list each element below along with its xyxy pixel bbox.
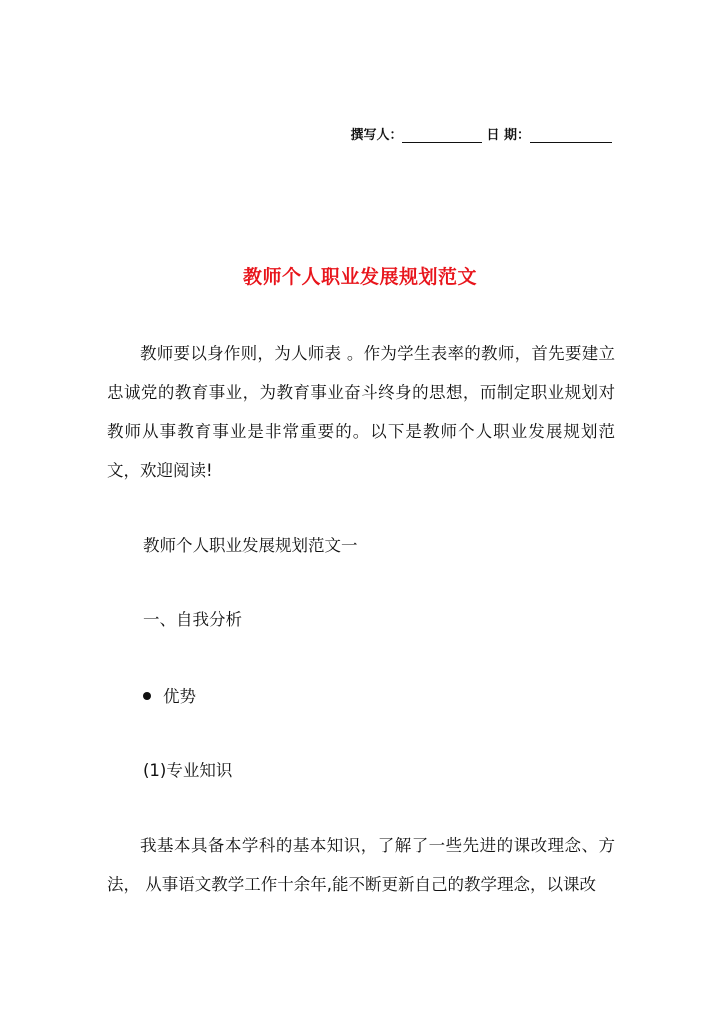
body-paragraph: 我基本具备本学科的基本知识，了解了一些先进的课改理念、方法， 从事语文教学工作十余年,能不断更新自己的教学理念，以课改 xyxy=(107,836,615,894)
document-title: 教师个人职业发展规划范文 xyxy=(242,266,477,288)
section-heading-example-one: 教师个人职业发展规划范文一 xyxy=(143,536,358,555)
bullet-item-label: 优势 xyxy=(163,687,196,706)
date-label: 日 期： xyxy=(486,128,530,143)
section-heading-self-analysis: 一、自我分析 xyxy=(143,610,242,629)
bullet-item-strengths xyxy=(143,683,196,707)
author-label: 撰写人： xyxy=(350,128,403,143)
date-blank-line xyxy=(530,128,612,143)
bullet-dot-icon xyxy=(143,692,151,700)
header-fields xyxy=(350,124,612,143)
intro-paragraph: 教师要以身作则，为人师表 。作为学生表率的教师，首先要建立忠诚党的教育事业，为教育事业奋斗终身的思想，而制定职业规划对教师从事教育事业是非常重要的。以下是教师个人职业发展规划范文，欢迎阅读! xyxy=(107,344,615,480)
subheading-professional-knowledge: (1)专业知识 xyxy=(143,761,233,780)
author-blank-line xyxy=(402,128,482,143)
